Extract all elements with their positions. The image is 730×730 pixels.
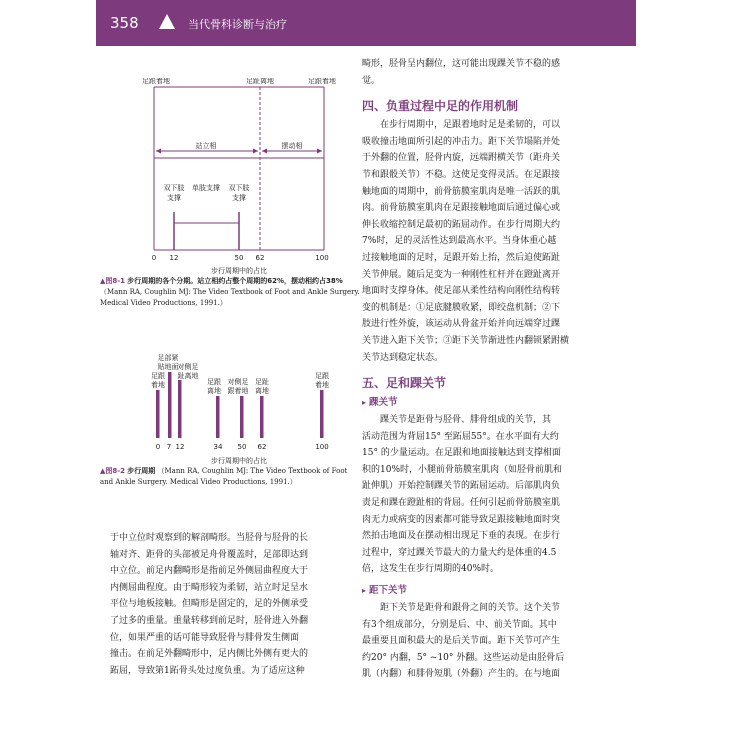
gait-cycle-diagram: [96, 342, 366, 470]
event-label: 趾离地: [177, 372, 199, 380]
double-support-1-line1: 双下肢: [163, 184, 185, 192]
text-line: 有3个组成部分，分别是后、中、前关节面。其中: [362, 619, 557, 630]
event-bar-heel-off: [216, 396, 220, 438]
swing-phase-label: 摆动相: [281, 142, 303, 150]
arrowhead: [156, 149, 161, 154]
text-line: 过程中，穿过踝关节最大的力量大约是体重的4.5: [362, 547, 557, 558]
text-line: 跖屈，导致第1跖骨头处过度负重。为了适应这种: [110, 665, 305, 676]
axis-tick: 34: [213, 443, 223, 451]
text-line: 肌（内翻）和腓骨短肌（外翻）产生的。在与地面: [362, 669, 561, 680]
event-label: 离地: [255, 387, 269, 395]
triangle-bullet-icon: ▸: [362, 586, 367, 596]
axis-tick: 100: [315, 443, 329, 451]
text-line: 关节达到稳定状态。: [362, 352, 444, 363]
text-line: 趾伸肌）开始控制踝关节的跖屈运动。后部肌肉负: [362, 481, 561, 492]
text-line: 距下关节是距骨和跟骨之间的关节。这个关节: [380, 603, 561, 614]
event-label: 足跟: [315, 372, 329, 380]
text-line: 责足和踝在蹬趾相的背屈。任何引起前骨筋膜室肌: [362, 498, 561, 509]
event-label: 着地: [315, 381, 329, 389]
double-support-2-line1: 双下肢: [228, 184, 250, 192]
text-line: 7%时，足的灵活性达到最高水平。当身体重心越: [362, 236, 557, 247]
text-line: 然拍击地面及在摆动相出现足下垂的表现。在步行: [362, 531, 561, 542]
figure-label: ▲图8-2: [100, 467, 126, 475]
axis-tick: 62: [257, 443, 267, 451]
single-support-label: 单肢支撑: [192, 184, 220, 192]
axis-tick: 50: [234, 254, 244, 262]
text-line: 过接触地面的足时，足跟开始上抬，然后迫使跖趾: [362, 252, 561, 263]
text-line: 内侧屈曲程度。由于畸形较为柔韧，站立时足呈水: [110, 582, 309, 593]
axis-title: 步行周期中的占比: [211, 267, 267, 275]
text-line: 积的10%时，小腿前骨筋膜室肌肉（如胫骨前肌和: [362, 464, 563, 475]
text-line: 活动范围为背屈15° 至跖屈55°。在水平面有大约: [362, 431, 559, 442]
text-line: 15° 的少量运动。在足跟和地面接触达到支撑相面: [362, 448, 561, 459]
top-label-heel-strike-2: 足跟着地: [308, 78, 336, 85]
subsection-title: 距下关节: [369, 585, 408, 597]
axis-tick: 0: [151, 254, 157, 262]
page-number: 358: [110, 14, 139, 32]
text-line: 中立位。前足内翻畸形是指前足外侧屈曲程度大于: [110, 566, 309, 577]
figure-8-2-caption: [100, 466, 362, 488]
arrowhead: [262, 149, 267, 154]
text-line: 肉。前骨筋膜室肌肉在足跟接触地面后通过偏心或: [362, 203, 561, 214]
axis-tick: 12: [169, 254, 179, 262]
event-label: 足跟: [151, 372, 165, 380]
event-bar-opposite-heel-strike: [240, 396, 244, 438]
text-line: 于中立位时观察到的解剖畸形。当胫骨与胫骨的长: [110, 533, 309, 543]
text-line: 轴对齐、距骨的头部被足舟骨覆盖时，足部即达到: [110, 549, 309, 560]
section-heading-4: 四、负重过程中足的作用机制: [362, 99, 519, 114]
event-label: 对侧足: [227, 378, 249, 386]
text-line: 于外翻的位置，胫骨内旋，远端跗横关节（距舟关: [362, 153, 561, 164]
figure-title: 步行周期: [127, 467, 156, 475]
arrowhead: [317, 149, 322, 154]
figure-reference: （Mann RA, Coughlin MJ: The Video Textbook of Foot and Ankle Surgery. Medical Video Productions, 1991.）: [100, 288, 360, 307]
text-line: 肉无力或病变的因素都可能导致足跟接触地面时突: [362, 514, 561, 525]
event-label: 足部紧: [157, 354, 179, 362]
left-body-text: [110, 530, 362, 679]
right-column: [362, 56, 634, 683]
event-bar-toe-off: [260, 396, 264, 438]
figure-title: 步行周期的各个分期。站立相约占整个周期的62%，摆动相约占38%: [127, 277, 343, 285]
top-label-toe-off: 足趾离地: [246, 78, 274, 85]
event-label: 足跟: [207, 378, 221, 386]
event-bar-opposite-toe-off: [178, 380, 182, 438]
event-label: 离地: [207, 387, 221, 395]
event-bar-heel-strike: [156, 390, 160, 438]
text-line: 地面时支撑身体。使足部从柔性结构向刚性结构转: [362, 286, 561, 297]
stance-phase-label: 站立相: [195, 142, 217, 150]
text-line: 位，如果严重的话可能导致胫骨与腓骨发生侧面: [110, 632, 300, 643]
text-line: 撞击。在前足外翻畸形中，足内侧比外侧有更大的: [110, 649, 309, 660]
section-heading-5: 五、足和踝关节: [362, 376, 447, 391]
text-line: 关节进入距下关节；③距下关节渐进性内翻锁紧跗横: [362, 335, 570, 346]
text-line: 在步行周期中，足跟着地时足是柔韧的，可以: [380, 120, 561, 131]
axis-tick: 0: [155, 443, 161, 451]
event-label: 着地: [151, 381, 165, 389]
text-line: 约20° 内翻，5° ~10° 外翻。这些运动是由胫骨后: [362, 652, 565, 663]
page-header: [96, 0, 636, 46]
axis-title: 步行周期中的占比: [211, 457, 267, 465]
event-label: 跟着地: [227, 387, 249, 395]
figure-label: ▲图8-1: [100, 277, 126, 285]
text-line: 了过多的重量。重量转移到前足时，胫骨进入外翻: [110, 615, 309, 626]
event-bar-foot-flat: [168, 372, 172, 438]
text-line: 节和跟骰关节）不稳。这使足变得灵活。在足跟接: [362, 169, 561, 180]
figure-8-1: [96, 78, 366, 278]
double-support-2-line2: 支撑: [232, 194, 246, 202]
figure-reference: （Mann RA, Coughlin MJ: The Video Textbook of Foot and Ankle Surgery. Medical Video Productions, 1991.）: [100, 467, 348, 486]
text-line: 肢进行性外旋，该运动从骨盆开始并向远端穿过踝: [362, 319, 561, 330]
triangle-icon: [159, 14, 175, 29]
event-label: 贴地面: [157, 363, 179, 371]
axis-tick: 100: [315, 254, 329, 262]
text-line: 关节伸展。随后足变为一种刚性杠杆并在蹬趾离开: [362, 269, 561, 280]
event-bar-heel-strike-2: [320, 390, 324, 438]
book-page: [96, 0, 636, 730]
triangle-bullet-icon: ▸: [362, 398, 367, 408]
subsection-title: 踝关节: [369, 397, 398, 409]
axis-tick: 50: [237, 443, 247, 451]
book-title: 当代骨科诊断与治疗: [188, 18, 287, 31]
arrowhead: [253, 149, 258, 154]
figure-8-2: [96, 342, 366, 470]
text-line: 平位与地板接触。但畸形是固定的，足的外侧承受: [110, 599, 309, 610]
text-line: 倍，这发生在步行周期的40%时。: [362, 564, 500, 575]
subsection-heading-ankle: [362, 394, 634, 412]
gait-phase-diagram: [96, 78, 366, 278]
text-line: 最重要且面积最大的是后关节面。距下关节可产生: [362, 636, 561, 647]
text-line: 吸收撞击地面所引起的冲击力。距下关节塌陷并处: [362, 136, 561, 147]
text-line: 触地面的周期中，前骨筋膜室肌肉是唯一活跃的肌: [362, 186, 561, 197]
text-line: 变的机制是：①足底腱膜收紧，即绞盘机制；②下: [362, 302, 561, 313]
axis-tick: 62: [255, 254, 265, 262]
top-label-heel-strike: 足跟着地: [142, 78, 170, 85]
text-line: 伸长收缩控制足最初的跖屈动作。在步行周期大约: [362, 219, 561, 230]
text-line: 踝关节是距骨与胫骨、腓骨组成的关节，其: [380, 415, 552, 426]
figure-8-1-caption: [100, 276, 362, 309]
subsection-heading-subtalar: [362, 582, 634, 600]
text-line: 畸形，胫骨呈内翻位，这可能出现踝关节不稳的感: [362, 59, 561, 69]
text-line: 觉。: [362, 75, 381, 86]
axis-tick: 7: [166, 443, 172, 451]
axis-tick: 12: [175, 443, 185, 451]
double-support-1-line2: 支撑: [167, 194, 181, 202]
event-label: 足趾: [255, 378, 269, 386]
event-label: 对侧足: [177, 363, 199, 371]
